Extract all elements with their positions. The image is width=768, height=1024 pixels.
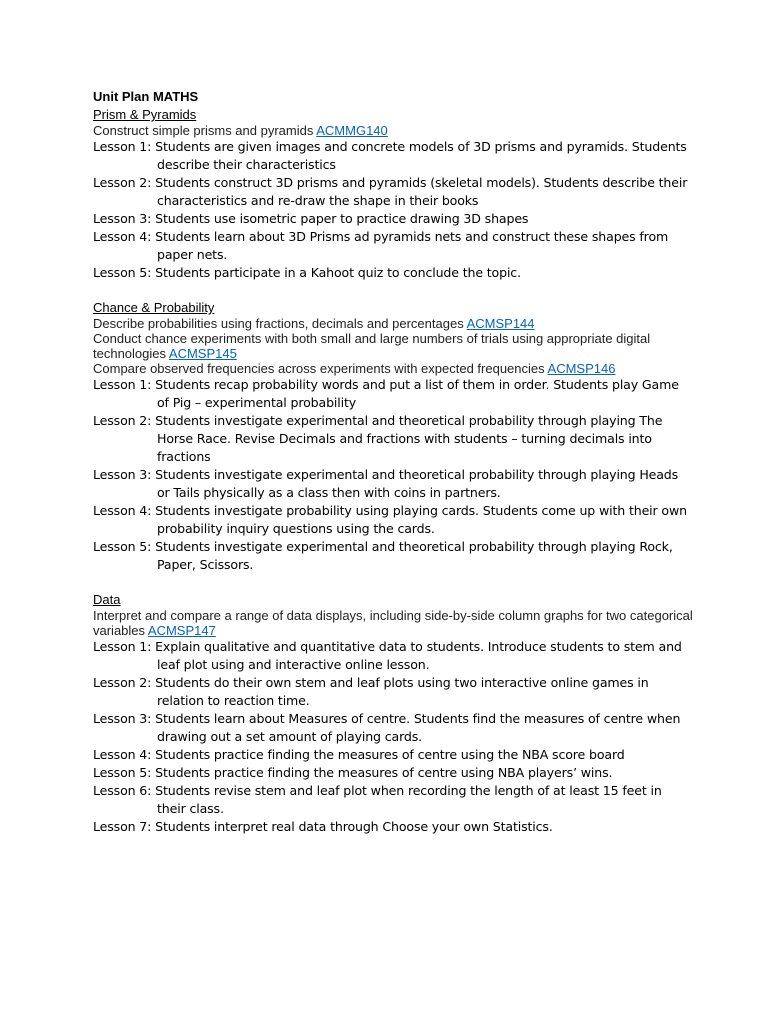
- curriculum-objective: [93, 608, 693, 638]
- lesson-text: Students construct 3D prisms and pyramids (skeletal models). Students describe their characteristics and re-draw the shape in their books: [151, 175, 688, 208]
- lesson-item: [93, 264, 693, 282]
- curriculum-code-link[interactable]: ACMSP145: [168, 346, 237, 361]
- lesson-item: [93, 674, 693, 710]
- lesson-label: Lesson 3:: [93, 711, 152, 726]
- lesson-text: Students revise stem and leaf plot when recording the length of at least 15 feet in their class.: [151, 783, 662, 816]
- curriculum-objective: [93, 123, 693, 138]
- lesson-text: Students use isometric paper to practice drawing 3D shapes: [151, 211, 529, 226]
- lesson-text: Students recap probability words and put a list of them in order. Students play Game of Pig – experimental probability: [151, 377, 679, 410]
- section: [93, 299, 693, 574]
- lesson-item: [93, 638, 693, 674]
- curriculum-code-link[interactable]: ACMSP146: [547, 361, 616, 376]
- lesson-label: Lesson 5:: [93, 539, 152, 554]
- section: [93, 106, 693, 282]
- lesson-label: Lesson 7:: [93, 819, 152, 834]
- lesson-text: Students practice finding the measures of centre using NBA players’ wins.: [151, 765, 613, 780]
- lesson-text: Explain qualitative and quantitative data to students. Introduce students to stem and leaf plot using and interactive online lesson.: [151, 639, 682, 672]
- lesson-label: Lesson 5:: [93, 765, 152, 780]
- objective-text: Interpret and compare a range of data displays, including side-by-side column graphs for two categorical variables: [93, 608, 693, 638]
- lesson-item: [93, 174, 693, 210]
- lesson-label: Lesson 1:: [93, 377, 152, 392]
- section: [93, 591, 693, 836]
- curriculum-code-link[interactable]: ACMSP144: [466, 316, 535, 331]
- section-heading: Data: [93, 592, 121, 607]
- page-title: Unit Plan MATHS: [93, 89, 199, 104]
- lesson-item: [93, 538, 693, 574]
- lesson-label: Lesson 2:: [93, 175, 152, 190]
- sections-container: [93, 106, 693, 836]
- curriculum-code-link[interactable]: ACMMG140: [316, 123, 388, 138]
- objective-text: Describe probabilities using fractions, decimals and percentages: [93, 316, 467, 331]
- curriculum-objective: [93, 361, 693, 376]
- lesson-label: Lesson 2:: [93, 413, 152, 428]
- lesson-text: Students learn about 3D Prisms ad pyramids nets and construct these shapes from paper nets.: [151, 229, 669, 262]
- lesson-item: [93, 710, 693, 746]
- section-heading: Prism & Pyramids: [93, 107, 197, 122]
- lesson-label: Lesson 1:: [93, 639, 152, 654]
- lesson-item: [93, 746, 693, 764]
- objective-text: Construct simple prisms and pyramids: [93, 123, 317, 138]
- lesson-item: [93, 502, 693, 538]
- lesson-label: Lesson 3:: [93, 467, 152, 482]
- lesson-item: [93, 228, 693, 264]
- document-page: [93, 88, 693, 836]
- curriculum-objective: [93, 331, 693, 361]
- lesson-item: [93, 466, 693, 502]
- objective-text: Compare observed frequencies across experiments with expected frequencies: [93, 361, 548, 376]
- curriculum-objective: [93, 316, 693, 331]
- lesson-item: [93, 376, 693, 412]
- lesson-label: Lesson 3:: [93, 211, 152, 226]
- lesson-text: Students learn about Measures of centre. Students find the measures of centre when drawing out a set amount of playing cards.: [151, 711, 681, 744]
- lesson-label: Lesson 6:: [93, 783, 152, 798]
- objective-text: Conduct chance experiments with both small and large numbers of trials using appropriate digital technologies: [93, 331, 651, 361]
- lesson-label: Lesson 4:: [93, 503, 152, 518]
- lesson-text: Students participate in a Kahoot quiz to conclude the topic.: [151, 265, 521, 280]
- lesson-text: Students investigate experimental and theoretical probability through playing The Horse Race. Revise Decimals and fractions with students – turning decimals into fractions: [151, 413, 663, 464]
- lesson-item: [93, 138, 693, 174]
- lesson-text: Students are given images and concrete models of 3D prisms and pyramids. Students describe their characteristics: [151, 139, 687, 172]
- lesson-item: [93, 818, 693, 836]
- lesson-text: Students practice finding the measures of centre using the NBA score board: [151, 747, 625, 762]
- curriculum-code-link[interactable]: ACMSP147: [147, 623, 216, 638]
- section-heading: Chance & Probability: [93, 300, 215, 315]
- lesson-label: Lesson 1:: [93, 139, 152, 154]
- lesson-text: Students investigate probability using playing cards. Students come up with their own probability inquiry questions using the cards.: [151, 503, 687, 536]
- lesson-label: Lesson 2:: [93, 675, 152, 690]
- lesson-label: Lesson 4:: [93, 229, 152, 244]
- lesson-item: [93, 764, 693, 782]
- lesson-item: [93, 412, 693, 466]
- lesson-text: Students investigate experimental and theoretical probability through playing Heads or Tails physically as a class then with coins in partners.: [151, 467, 679, 500]
- lesson-label: Lesson 5:: [93, 265, 152, 280]
- lesson-item: [93, 210, 693, 228]
- lesson-text: Students do their own stem and leaf plots using two interactive online games in relation to reaction time.: [151, 675, 649, 708]
- lesson-text: Students investigate experimental and theoretical probability through playing Rock, Paper, Scissors.: [151, 539, 673, 572]
- lesson-label: Lesson 4:: [93, 747, 152, 762]
- lesson-text: Students interpret real data through Choose your own Statistics.: [151, 819, 553, 834]
- lesson-item: [93, 782, 693, 818]
